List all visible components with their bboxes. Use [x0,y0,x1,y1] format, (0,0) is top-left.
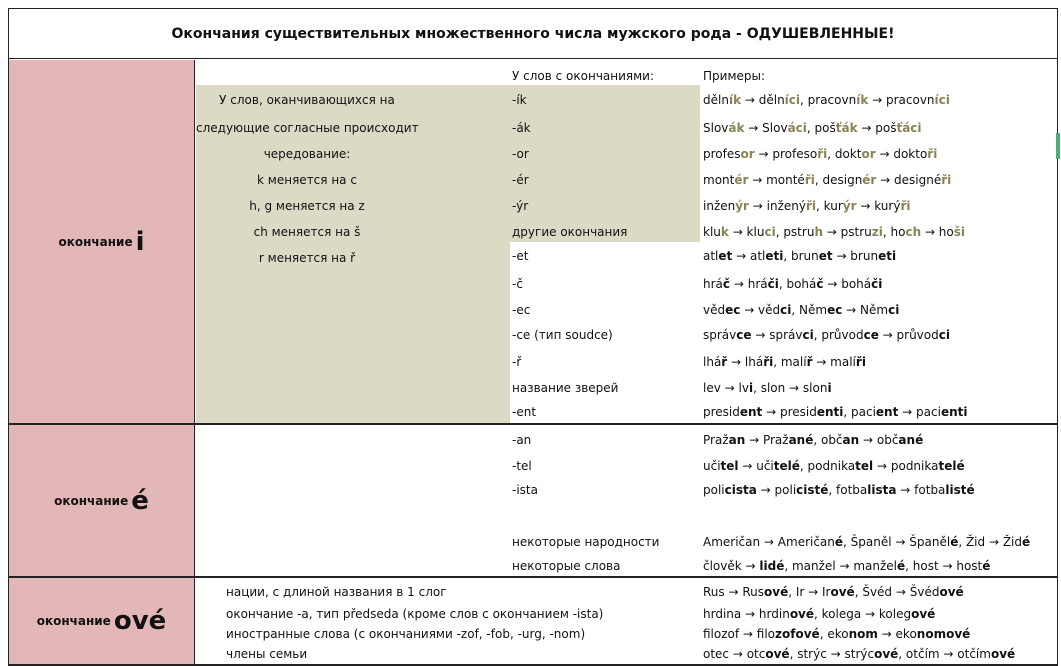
example-fragment: enti [816,405,844,419]
example-fragment: ové [939,585,964,599]
example-fragment: , kolega → koleg [814,607,912,621]
ending-letter: é [131,485,149,516]
example-fragment: , Švéd → Švéd [854,585,940,599]
example-fragment: → pstru [822,225,872,239]
ending-cell: -ce (тип soudce) [512,328,613,342]
example-fragment: ýr [735,199,749,213]
example-fragment: eti [878,249,897,263]
example-fragment: → presid [762,405,817,419]
example-fragment: tel [720,459,739,473]
ending-label-prefix: окончание [54,493,129,508]
alternation-note-line: r меняется на ř [258,251,356,265]
example-fragment: , pstru [775,225,815,239]
example-fragment: → správ [751,328,803,342]
ending-cell: -ř [512,355,522,369]
example-fragment: Slov [703,121,729,135]
example-fragment: ec [827,303,843,317]
example-fragment: nom [848,627,878,641]
ending-cell: некоторые слова [512,559,621,573]
alternation-note-line: чередование: [263,147,351,161]
ending-cell: -or [512,147,529,161]
example-fragment: i [748,381,754,395]
example-fragment: ové [874,647,899,661]
ending-cell: -ík [512,93,527,107]
example-fragment: é [897,559,906,573]
example-fragment: telé [773,459,800,473]
example-fragment: → podnika [873,459,939,473]
example-fragment: lev → lv [703,381,749,395]
example-fragment: → Slov [744,121,788,135]
example-fragment: → brun [832,249,879,263]
example-fragment: či [871,277,883,291]
example-fragment: , otčím → otčím [898,647,991,661]
page-title: Окончания существительных множественного числа мужского рода - ОДУШЕВЛЕННЫЕ! [8,8,1058,59]
example-fragment: é [982,559,991,573]
example-cell [703,225,965,239]
alternation-note-line: k меняется на c [257,173,357,187]
ending-cell: -ista [512,483,538,497]
example-fragment: → pracovn [868,93,935,107]
example-fragment: tel [855,459,874,473]
example-cell [703,585,964,599]
example-fragment: ík [728,93,742,107]
example-fragment: ři [817,147,828,161]
example-fragment: ři [855,355,866,369]
example-cell [703,93,950,107]
example-cell [703,173,951,187]
example-fragment: ové [990,647,1016,661]
alternation-note-line: ch меняется на š [253,225,361,239]
example-fragment: , brun [783,249,819,263]
example-cell [703,199,910,213]
example-fragment: filozof → filo [703,627,776,641]
example-fragment: i [827,381,832,395]
example-fragment: , podnika [799,459,856,473]
rule-cell: окончание -a, тип předseda (кроме слов с окончанием -ista) [226,607,604,621]
example-fragment: ci [802,328,814,342]
example-fragment: ci [938,328,950,342]
example-fragment: → inžený [748,199,806,213]
example-fragment: an [842,433,860,447]
example-fragment: klu [703,225,721,239]
example-fragment: → poli [756,483,797,497]
example-fragment: poli [703,483,725,497]
example-fragment: děln [703,93,729,107]
example-cell [703,277,882,291]
ending-letter: i [135,226,145,257]
example-fragment: Američan → Američan [703,535,835,549]
example-fragment: věd [703,303,726,317]
example-fragment: ové [765,647,790,661]
example-fragment: íci [934,93,950,107]
example-fragment: ři [806,199,817,213]
example-fragment: ík [856,93,869,107]
ending-label-prefix: окончание [58,234,133,249]
example-fragment: , poš [806,121,836,135]
example-fragment: ce [736,328,752,342]
example-fragment: é [834,535,844,549]
example-cell [703,303,899,317]
example-fragment: et [818,249,833,263]
example-fragment: ř [806,355,813,369]
example-fragment: , pracovn [800,93,857,107]
example-fragment: , Ir → Ir [788,585,831,599]
example-fragment: ši [953,225,966,239]
example-fragment: → obč [859,433,899,447]
example-fragment: uči [703,459,721,473]
rule-cell: иностранные слова (с окончаниями -zof, -fob, -urg, -nom) [226,627,586,641]
divider-bottom [8,664,1058,666]
example-fragment: ch [905,225,922,239]
rule-cell: члены семьи [226,647,308,661]
rule-cell: нации, с длиной названия в 1 слог [226,585,447,599]
ending-cell: -č [512,277,523,291]
example-fragment: ové [911,607,936,621]
example-fragment: , design [814,173,863,187]
example-cell [703,405,967,419]
example-fragment: → Praž [745,433,789,447]
example-fragment: et [718,249,733,263]
ending-cell: -ent [512,405,537,419]
alternation-note-line: У слов, оканчивающихся на [219,93,395,107]
example-fragment: nomové [916,627,971,641]
example-fragment: → malí [812,355,856,369]
ending-cell: -et [512,249,529,263]
example-fragment: → profeso [754,147,818,161]
example-fragment: → ho [921,225,954,239]
example-fragment: presid [703,405,740,419]
example-cell [703,627,970,641]
example-fragment: ci [780,303,792,317]
example-fragment: → bohá [823,277,872,291]
example-fragment: ři [804,173,815,187]
example-cell [703,647,1015,661]
example-fragment: zi [871,225,883,239]
example-fragment: ři [763,355,774,369]
example-fragment: → klu [728,225,765,239]
example-fragment: ané [788,433,814,447]
example-fragment: eti [765,249,784,263]
example-fragment: , slon → slon [753,381,828,395]
example-fragment: → kurý [856,199,901,213]
example-fragment: inžen [703,199,736,213]
example-fragment: ent [739,405,763,419]
example-fragment: atl [703,249,719,263]
example-fragment: → dokto [875,147,928,161]
example-fragment: ři [900,199,911,213]
example-fragment: , paci [843,405,876,419]
example-fragment: , host → host [905,559,983,573]
example-fragment: ér [734,173,749,187]
ending-cell: -ér [512,173,529,187]
example-fragment: , strýc → strýc [789,647,875,661]
example-fragment: lidé [759,559,785,573]
ending-cell: -ýr [512,199,529,213]
example-fragment: or [740,147,755,161]
example-fragment: → Něm [842,303,889,317]
example-fragment: íci [784,93,801,107]
example-fragment: ři [941,173,952,187]
example-fragment: telé [938,459,965,473]
example-cell [703,433,923,447]
example-fragment: ř [721,355,728,369]
example-fragment: → věd [740,303,781,317]
example-fragment: Praž [703,433,729,447]
example-fragment: → průvod [878,328,939,342]
ending-letter: ové [113,606,167,636]
alternation-note-line: h, g меняется на z [249,199,365,213]
example-fragment: ent [875,405,899,419]
example-fragment: ané [898,433,924,447]
example-fragment: člověk → [703,559,760,573]
ending-cell: -tel [512,459,532,473]
example-fragment: hrdina → hrdin [703,607,790,621]
example-fragment: ec [725,303,741,317]
example-fragment: cista [724,483,757,497]
example-fragment: Rus → Rus [703,585,764,599]
example-fragment: ťák [835,121,858,135]
example-fragment: → designé [876,173,942,187]
ending-cell: некоторые народности [512,535,660,549]
endings-header: У слов с окончаниями: [512,69,655,83]
example-cell [703,249,896,263]
example-fragment: → uči [738,459,774,473]
example-fragment: ři [927,147,938,161]
example-fragment: , eko [819,627,849,641]
example-cell [703,381,832,395]
example-fragment: → monté [748,173,805,187]
example-fragment: an [728,433,746,447]
example-cell [703,147,937,161]
example-fragment: , manžel → manžel [784,559,897,573]
example-fragment: , fotba [828,483,868,497]
example-fragment: → poš [857,121,897,135]
ending-cell: другие окончания [512,225,628,239]
example-fragment: hrá [703,277,723,291]
example-fragment: správ [703,328,737,342]
example-cell [703,535,1030,549]
example-fragment: , Žid → Žid [958,535,1022,549]
example-fragment: , ho [882,225,906,239]
example-fragment: h [814,225,823,239]
example-fragment: ýr [842,199,857,213]
ending-label-e [9,425,195,576]
example-fragment: é [950,535,959,549]
example-fragment: → fotba [896,483,946,497]
examples-header: Примеры: [703,69,766,83]
example-fragment: → lhá [727,355,764,369]
example-fragment: é [1021,535,1031,549]
example-fragment: č [816,277,824,291]
example-fragment: , obč [813,433,843,447]
example-cell [703,121,922,135]
example-fragment: ové [764,585,789,599]
example-cell [703,607,935,621]
example-fragment: ér [862,173,877,187]
example-fragment: , kur [816,199,843,213]
example-cell [703,559,990,573]
ending-label-i [9,60,195,423]
example-fragment: ci [764,225,776,239]
example-cell [703,483,975,497]
example-fragment: ťáci [896,121,922,135]
edge-marker [1056,133,1060,159]
ending-cell: -an [512,433,532,447]
example-fragment: → eko [877,627,917,641]
endings-shade [510,85,700,242]
example-fragment: otec → otc [703,647,766,661]
example-fragment: lhá [703,355,722,369]
ending-label-ove [9,578,195,664]
example-fragment: zofové [775,627,820,641]
example-fragment: enti [940,405,968,419]
example-fragment: či [767,277,779,291]
example-fragment: , dokt [827,147,862,161]
example-cell [703,355,866,369]
example-fragment: ce [863,328,879,342]
example-fragment: profes [703,147,741,161]
example-cell [703,459,965,473]
example-fragment: mont [703,173,735,187]
example-fragment: ové [830,585,855,599]
example-fragment: , bohá [778,277,817,291]
example-fragment: ák [728,121,745,135]
ending-label-prefix: окончание [36,614,111,628]
ending-cell: -ák [512,121,531,135]
example-fragment: áci [787,121,807,135]
example-fragment: ci [888,303,900,317]
example-fragment: č [722,277,731,291]
example-fragment: , Něm [791,303,828,317]
example-fragment: , malí [773,355,807,369]
example-fragment: ové [789,607,815,621]
example-fragment: listé [945,483,975,497]
example-fragment: lista [867,483,897,497]
example-cell [703,328,950,342]
alternation-note-line: следующие согласные происходит [196,121,419,135]
example-fragment: k [720,225,729,239]
ending-cell: -ec [512,303,531,317]
ending-cell: название зверей [512,381,619,395]
example-fragment: , Španěl → Španěl [843,535,951,549]
example-fragment: → hrá [730,277,768,291]
example-fragment: , průvod [813,328,864,342]
example-fragment: or [861,147,876,161]
example-fragment: → děln [741,93,785,107]
example-fragment: cisté [796,483,829,497]
example-fragment: → atl [732,249,766,263]
example-fragment: → paci [898,405,941,419]
